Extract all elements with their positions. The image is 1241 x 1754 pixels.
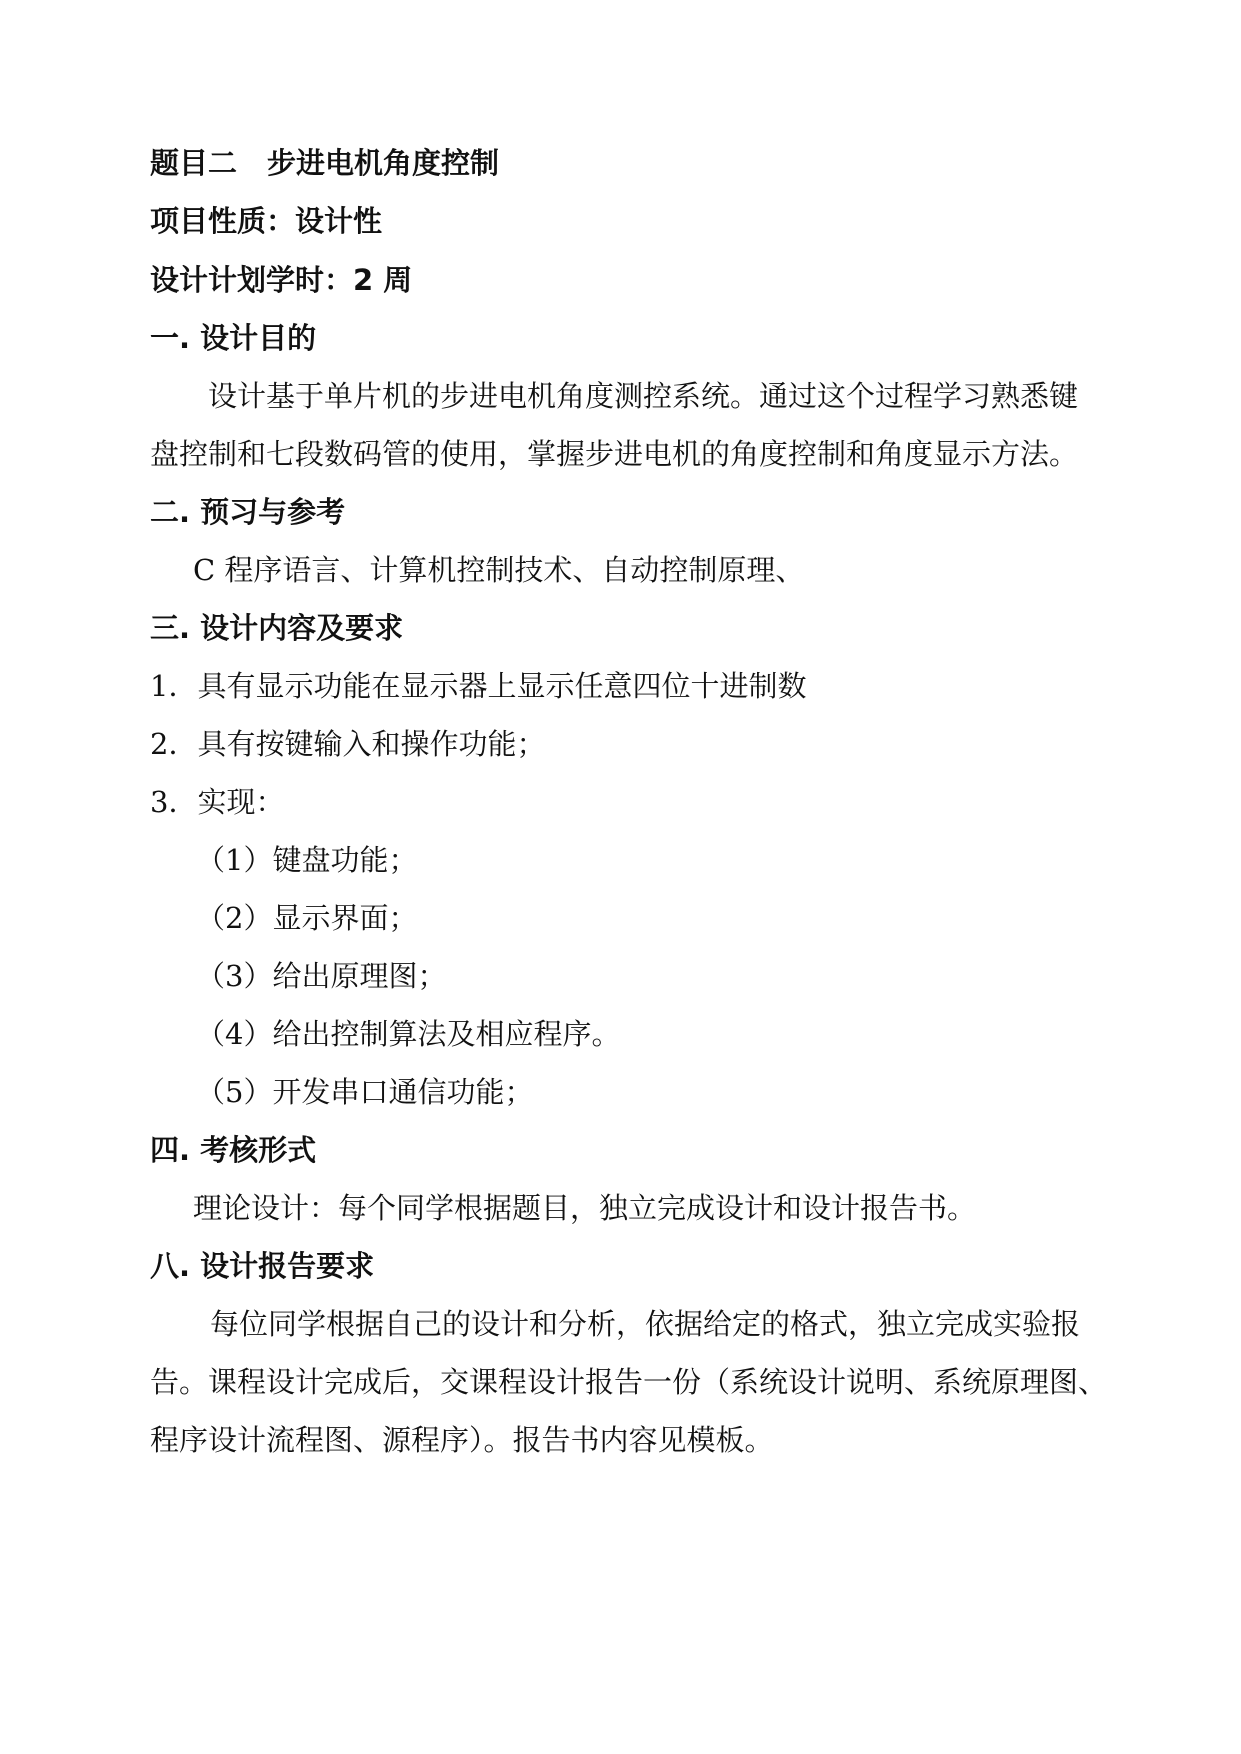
- section-1-paragraph-line-1: 设计基于单片机的步进电机角度测控系统。通过这个过程学习熟悉键: [208, 379, 1079, 413]
- title-label: 题目二: [150, 146, 238, 180]
- sub-list-item: （5）开发串口通信功能；: [196, 1075, 534, 1109]
- section-1-heading: 一. 设计目的: [150, 321, 317, 355]
- section-8-paragraph-line-2: 告。课程设计完成后，交课程设计报告一份（系统设计说明、系统原理图、: [150, 1365, 1108, 1399]
- sub-list-item: （4）给出控制算法及相应程序。: [196, 1017, 621, 1051]
- project-nature: 项目性质：设计性: [150, 204, 383, 238]
- list-item: 3．实现：: [150, 785, 285, 819]
- section-1-paragraph-line-2: 盘控制和七段数码管的使用，掌握步进电机的角度控制和角度显示方法。: [150, 437, 1079, 471]
- sub-list-item: （3）给出原理图；: [196, 959, 447, 993]
- section-3-heading: 三. 设计内容及要求: [150, 611, 404, 645]
- page-title: [150, 145, 499, 181]
- section-8-paragraph-line-3: 程序设计流程图、源程序）。报告书内容见模板。: [150, 1423, 774, 1457]
- section-4-paragraph: 理论设计：每个同学根据题目，独立完成设计和设计报告书。: [193, 1191, 977, 1225]
- planned-hours: 设计计划学时：2 周: [150, 263, 413, 297]
- list-item: 2．具有按键输入和操作功能；: [150, 727, 546, 761]
- section-4-heading: 四. 考核形式: [150, 1133, 317, 1167]
- section-2-heading: 二. 预习与参考: [150, 495, 346, 529]
- title-text: 步进电机角度控制: [267, 146, 500, 180]
- sub-list-item: （1）键盘功能；: [196, 843, 418, 877]
- section-8-paragraph-line-1: 每位同学根据自己的设计和分析，依据给定的格式，独立完成实验报: [210, 1307, 1081, 1341]
- sub-list-item: （2）显示界面；: [196, 901, 418, 935]
- list-item: 1．具有显示功能在显示器上显示任意四位十进制数: [150, 669, 807, 703]
- section-8-heading: 八. 设计报告要求: [150, 1249, 375, 1283]
- section-2-paragraph: C 程序语言、计算机控制技术、自动控制原理、: [193, 553, 805, 587]
